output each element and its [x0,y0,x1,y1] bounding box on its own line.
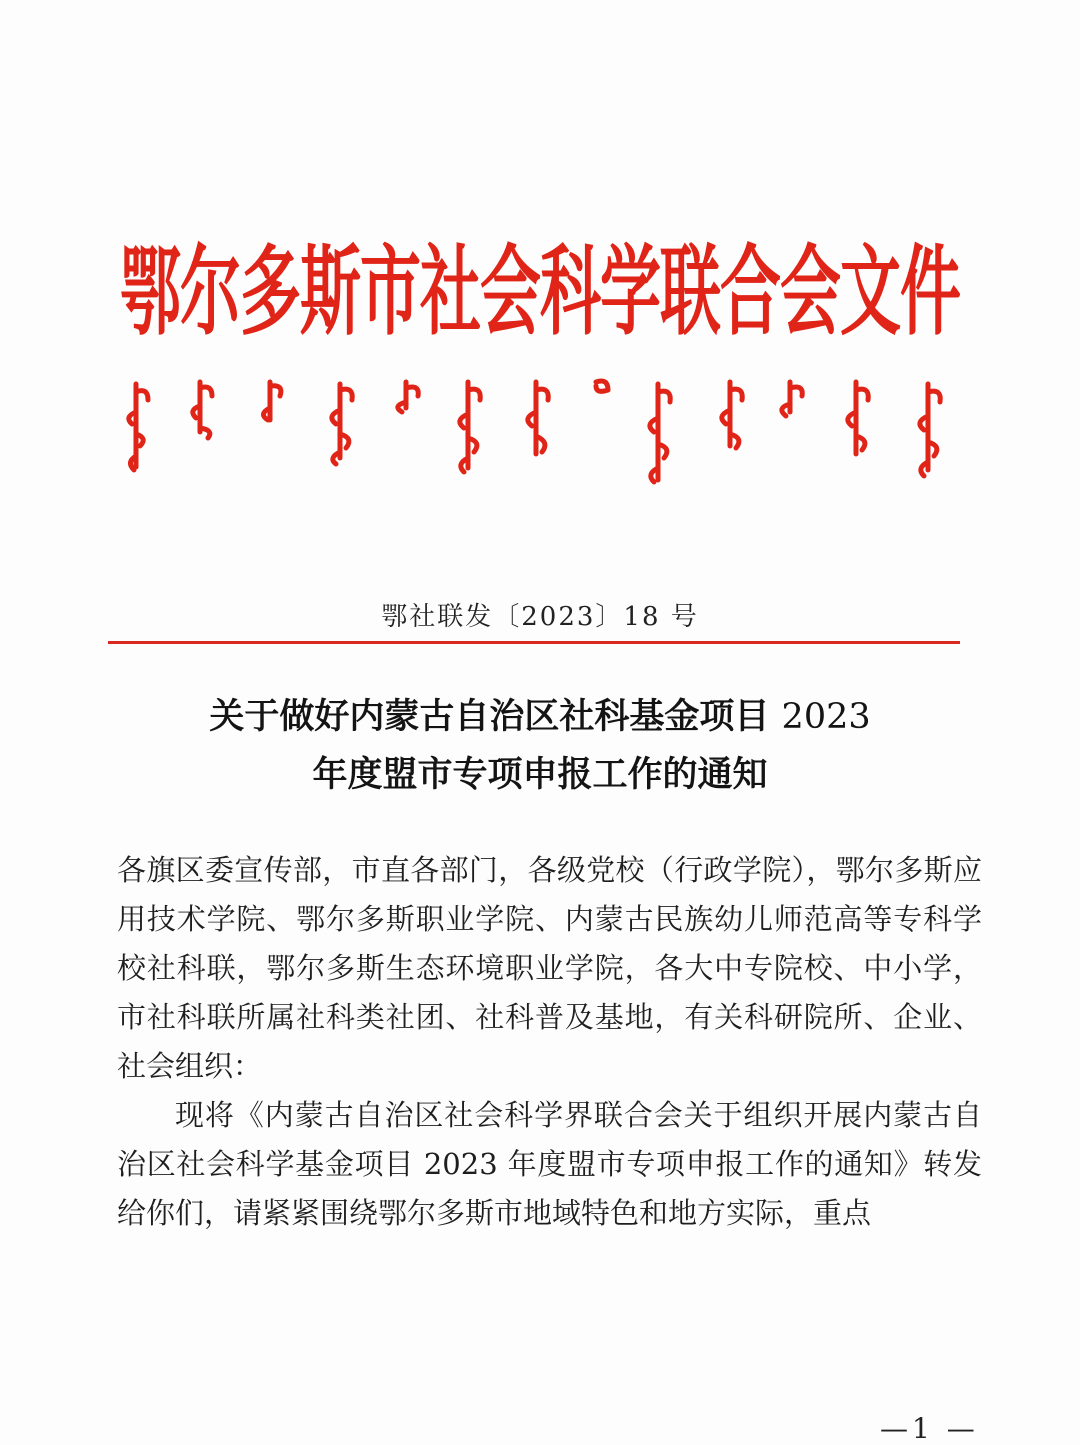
page-number: —1 — [880,1412,979,1445]
document-number: 鄂社联发〔2023〕18 号 [381,602,699,632]
body-paragraph-1: 现将《内蒙古自治区社会科学界联合会关于组织开展内蒙古自治区社会科学基金项目 2023 年度盟市专项申报工作的通知》转发给你们，请紧紧围绕鄂尔多斯市地域特色和地方实际，重点 [117,1098,982,1230]
document-body [117,846,982,1238]
title-line-1: 关于做好内蒙古自治区社科基金项目 [209,697,782,737]
masthead-title: 鄂尔多斯市社会科学联合会文件 [119,235,960,350]
document-title [120,688,960,804]
title-line-2: 年度盟市专项申报工作的通知 [312,755,768,795]
mongolian-script-graphic [118,372,958,487]
mongolian-masthead [118,372,958,487]
addressees-paragraph: 各旗区委宣传部，市直各部门，各级党校（行政学院），鄂尔多斯应用技术学院、鄂尔多斯职业学院、内蒙古民族幼儿师范高等专科学校社科联，鄂尔多斯生态环境职业学院，各大中专院校、中小学，市社科联所属社科类社团、社科普及基地，有关科研院所、企业、社会组织： [117,853,982,1083]
red-divider-line [108,641,960,644]
title-year: 2023 [781,697,871,737]
